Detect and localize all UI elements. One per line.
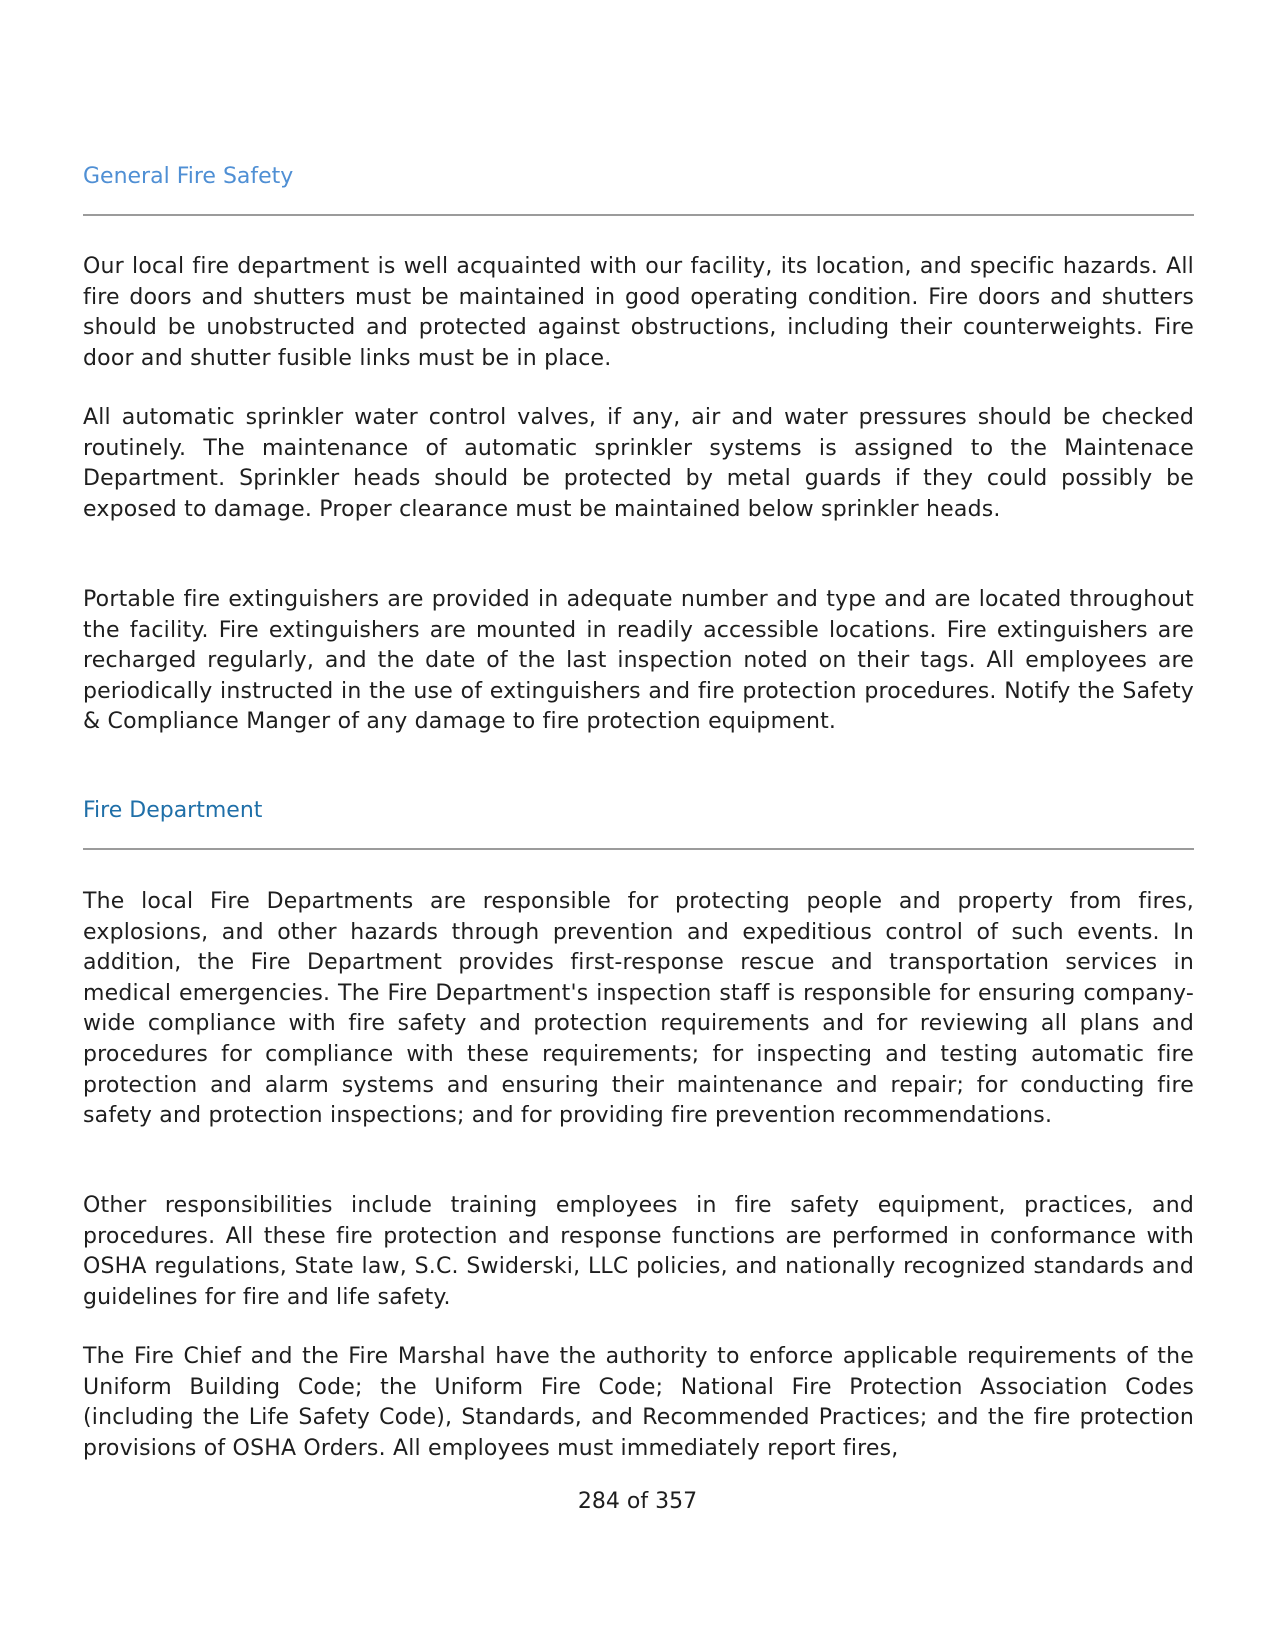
paragraph: All automatic sprinkler water control valves, if any, air and water pressures should be checked routinely. The maintenance of automatic sprinkler systems is assigned to the Maintenace Department. Sprinkler heads should be protected by metal guards if they could possibly be exposed to damage. Proper clearance must be maintained below sprinkler heads.	[83, 405, 1194, 522]
section-divider	[83, 848, 1194, 850]
paragraph: Portable fire extinguishers are provided in adequate number and type and are located throughout the facility. Fire extinguishers are mounted in readily accessible locations. Fire extinguishers are recharged regularly, and the date of the last inspection noted on their tags. All employees are periodically instructed in the use of extinguishers and fire protection procedures. Notify the Safety & Compliance Manger of any damage to fire protection equipment.	[83, 587, 1194, 735]
page-number: 284 of 357	[577, 1489, 698, 1514]
section-divider	[83, 214, 1194, 216]
paragraph: The Fire Chief and the Fire Marshal have the authority to enforce applicable requirements of the Uniform Building Code; the Uniform Fire Code; National Fire Protection Association Codes (including the Life Safety Code), Standards, and Recommended Practices; and the fire protection provisions of OSHA Orders. All employees must immediately report fires,	[83, 1344, 1194, 1461]
paragraph: Other responsibilities include training employees in fire safety equipment, practices, and procedures. All these fire protection and response functions are performed in conformance with OSHA regulations, State law, S.C. Swiderski, LLC policies, and nationally recognized standards and guidelines for fire and life safety.	[83, 1193, 1194, 1310]
section-heading-general-fire-safety: General Fire Safety	[83, 164, 294, 189]
paragraph: The local Fire Departments are responsible for protecting people and property from fires, explosions, and other hazards through prevention and expeditious control of such events. In addition, the Fire Department provides first-response rescue and transportation services in medical emergencies. The Fire Department's inspection staff is responsible for ensuring company-wide compliance with fire safety and protection requirements and for reviewing all plans and procedures for compliance with these requirements; for inspecting and testing automatic fire protection and alarm systems and ensuring their maintenance and repair; for conducting fire safety and protection inspections; and for providing fire prevention recommendations.	[83, 889, 1194, 1129]
section-heading-fire-department: Fire Department	[83, 798, 263, 823]
paragraph: Our local fire department is well acquainted with our facility, its location, and specific hazards. All fire doors and shutters must be maintained in good operating condition. Fire doors and shutters should be unobstructed and protected against obstructions, including their counterweights. Fire door and shutter fusible links must be in place.	[83, 254, 1194, 371]
